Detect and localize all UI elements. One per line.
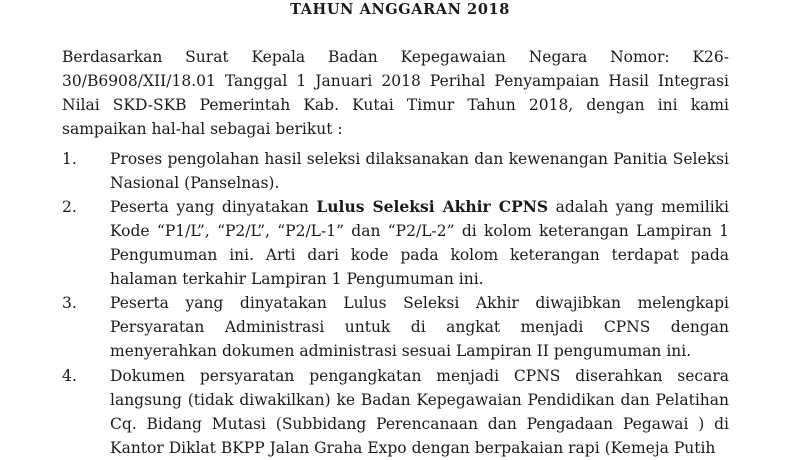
list-item-text: Proses pengolahan hasil seleksi dilaksanakan dan kewenangan Panitia Seleksi Nasional (Panselnas). (110, 150, 729, 192)
document-title: TAHUN ANGGARAN 2018 (290, 1, 510, 18)
text-segment: Peserta yang dinyatakan (110, 198, 317, 216)
intro-paragraph: Berdasarkan Surat Kepala Badan Kepegawaian Negara Nomor: K26-30/B6908/XII/18.01 Tanggal 1 Januari 2018 Perihal Penyampaian Hasil Integrasi Nilai SKD-SKB Pemerintah Kab. Kutai Timur Tahun 2018, dengan ini kami sampaikan hal-hal sebagai berikut : (62, 48, 729, 138)
bold-text-segment: Lulus Seleksi Akhir CPNS (316, 197, 549, 216)
list-item-number: 3. (62, 294, 77, 312)
list-item-number: 2. (62, 198, 77, 216)
list-item-number: 4. (62, 367, 77, 385)
list-item-text: Dokumen persyaratan pengangkatan menjadi CPNS diserahkan secara langsung (tidak diwakilkan) ke Badan Kepegawaian Pendidikan dan Pelatihan Cq. Bidang Mutasi (Subbidang Perencanaan dan Pengadaan Pegawai ) di Kantor Diklat BKPP Jalan Graha Expo dengan berpakaian rapi (Kemeja Putih (110, 367, 729, 457)
list-item-number: 1. (62, 150, 77, 168)
list-item-text (110, 195, 729, 291)
list-item-text: Peserta yang dinyatakan Lulus Seleksi Akhir diwajibkan melengkapi Persyaratan Administrasi untuk di angkat menjadi CPNS dengan menyerahkan dokumen administrasi sesuai Lampiran II pengumuman ini. (110, 294, 729, 360)
text-segment: adalah yang memiliki Kode “P1/L”, “P2/L”, “P2/L-1” dan “P2/L-2” di kolom keterangan Lampiran 1 Pengumuman ini. Arti dari kode pada kolom keterangan terdapat pada halaman terkahir Lampiran 1 Pengumuman ini. (110, 198, 730, 288)
